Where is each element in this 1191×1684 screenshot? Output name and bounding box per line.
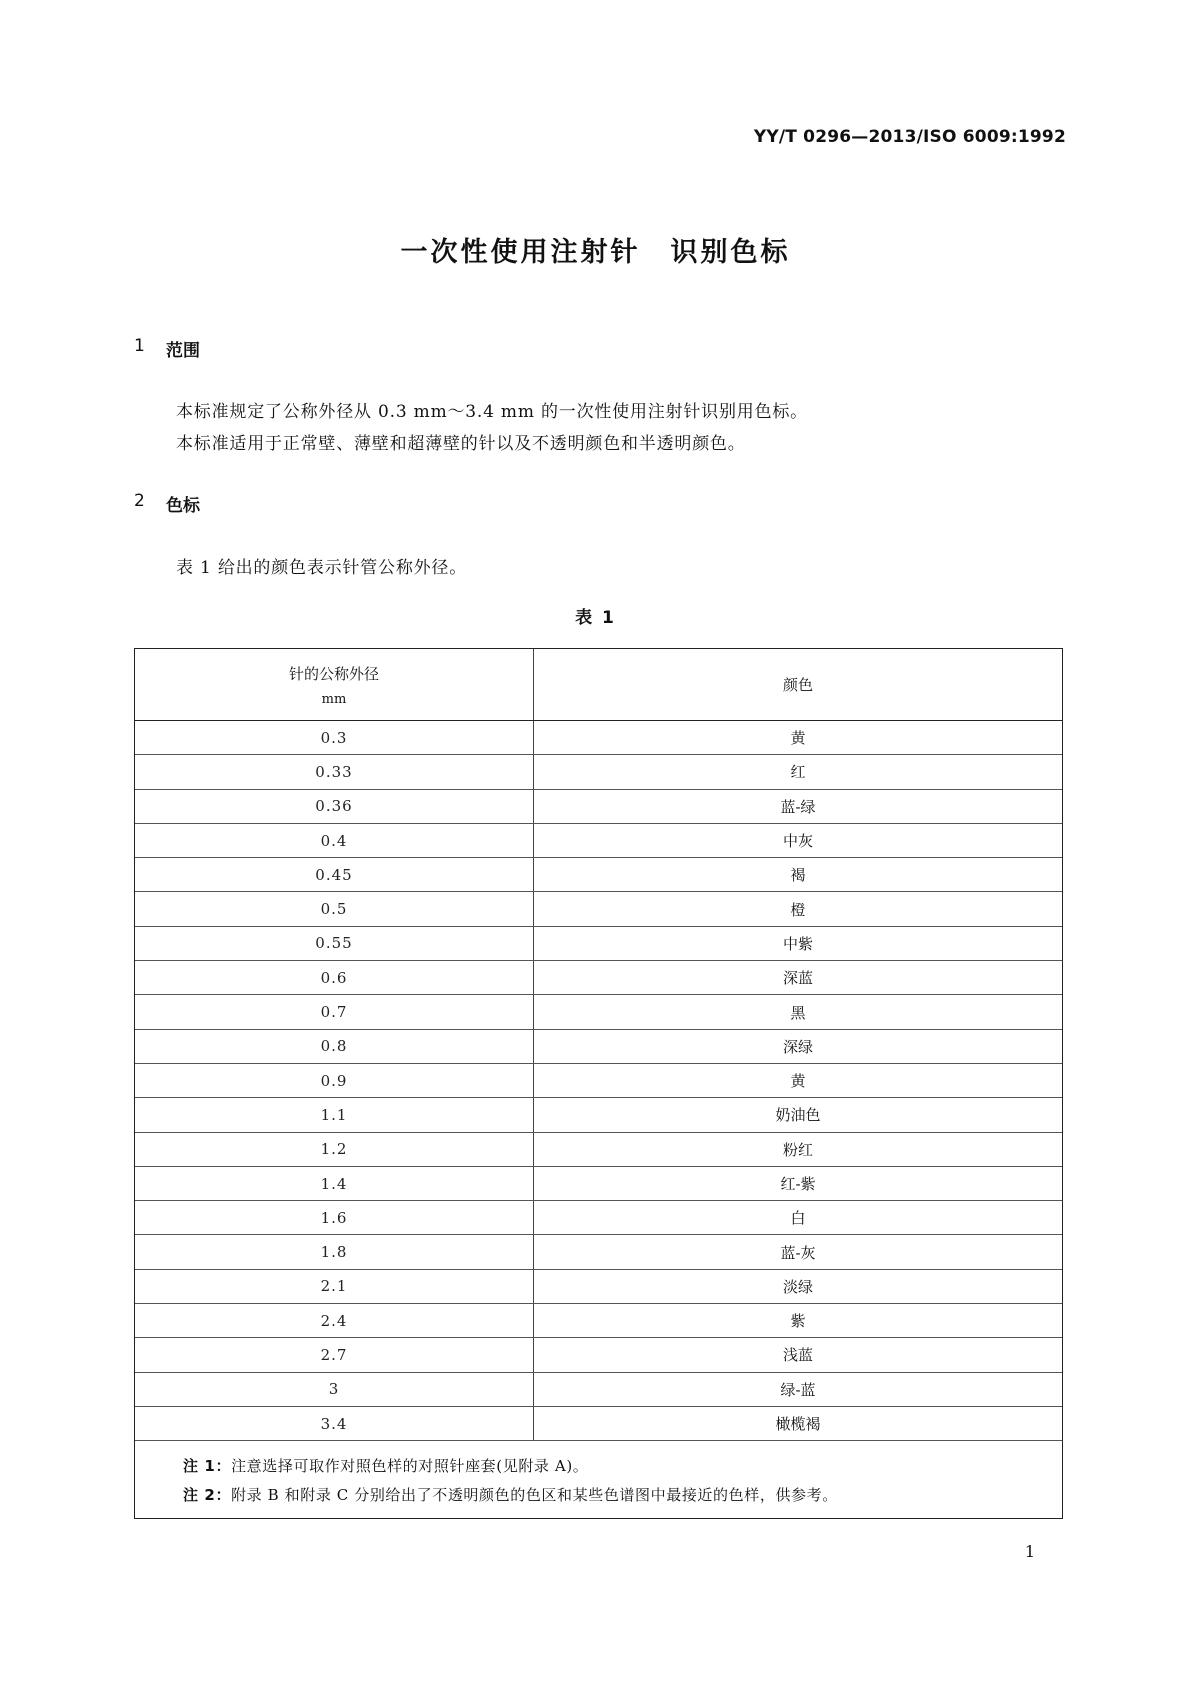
table-notes: [135, 1441, 1062, 1518]
diameter-cell: 1.8: [135, 1235, 534, 1268]
diameter-cell: 3.4: [135, 1407, 534, 1440]
diameter-cell: 0.9: [135, 1064, 534, 1097]
color-cell: 绿-蓝: [780, 1380, 816, 1399]
color-cell: 中灰: [782, 832, 813, 851]
table-row: [135, 892, 1062, 926]
header-cell-diameter: [135, 649, 534, 720]
diameter-cell: 0.8: [135, 1030, 534, 1063]
diameter-cell: 1.1: [135, 1098, 534, 1131]
table-header-row: [135, 649, 1062, 721]
section-title: 范围: [166, 341, 200, 361]
table-caption: 表 1: [575, 608, 616, 628]
table-row: [135, 755, 1062, 789]
color-cell: 橙: [790, 900, 806, 919]
color-cell: 褐: [790, 866, 806, 885]
table-note-2: [183, 1481, 1062, 1510]
table-row: [135, 961, 1062, 995]
color-cell: 奶油色: [775, 1106, 821, 1125]
color-code-table: [134, 648, 1063, 1519]
color-cell: 蓝-绿: [780, 797, 816, 816]
diameter-cell: 0.3: [135, 721, 534, 754]
table-row: [135, 1338, 1062, 1372]
table-row: [135, 1030, 1062, 1064]
header-color-label: 颜色: [782, 675, 813, 694]
scope-paragraph-1: 本标准规定了公称外径从 0.3 mm～3.4 mm 的一次性使用注射针识别用色标。: [176, 402, 808, 422]
diameter-cell: 0.7: [135, 995, 534, 1028]
color-cell: 红: [790, 763, 806, 782]
color-cell: 黄: [790, 1072, 806, 1091]
diameter-cell: 0.5: [135, 892, 534, 925]
table-row: [135, 1235, 1062, 1269]
document-title: 一次性使用注射针 识别色标: [400, 237, 791, 268]
section-number: 2: [134, 491, 145, 511]
note-text: 附录 B 和附录 C 分别给出了不透明颜色的色区和某些色谱图中最接近的色样，供参考。: [231, 1486, 838, 1505]
diameter-cell: 1.4: [135, 1167, 534, 1200]
diameter-cell: 0.6: [135, 961, 534, 994]
color-cell: 红-紫: [780, 1175, 816, 1193]
scope-paragraph-2: 本标准适用于正常壁、薄壁和超薄壁的针以及不透明颜色和半透明颜色。: [176, 434, 746, 454]
color-cell: 深绿: [782, 1037, 813, 1056]
color-cell: 浅蓝: [782, 1346, 813, 1365]
table-note-1: [183, 1452, 1062, 1481]
section-heading-color-code: [134, 491, 200, 516]
table-row: [135, 1167, 1062, 1201]
diameter-cell: 1.2: [135, 1133, 534, 1166]
note-label: 注 2：: [183, 1486, 232, 1505]
table-row: [135, 790, 1062, 824]
note-text: 注意选择可取作对照色样的对照针座套(见附录 A)。: [231, 1457, 589, 1476]
page-number: 1: [1024, 1542, 1035, 1561]
header-diameter-unit: mm: [321, 691, 347, 707]
color-cell: 橄榄褐: [775, 1415, 821, 1434]
table-row: [135, 995, 1062, 1029]
color-cell: 黑: [790, 1003, 806, 1022]
table-row: [135, 824, 1062, 858]
color-cell: 黄: [790, 729, 806, 748]
table-row: [135, 1270, 1062, 1304]
table-row: [135, 858, 1062, 892]
table-row: [135, 1201, 1062, 1235]
header-diameter-label: 针的公称外径: [288, 664, 379, 683]
diameter-cell: 1.6: [135, 1201, 534, 1234]
table-row: [135, 1373, 1062, 1407]
diameter-cell: 2.1: [135, 1270, 534, 1303]
section-number: 1: [134, 336, 145, 356]
standard-code: YY/T 0296—2013/ISO 6009:1992: [753, 127, 1066, 147]
diameter-cell: 3: [135, 1373, 534, 1406]
diameter-cell: 0.4: [135, 824, 534, 857]
diameter-cell: 0.55: [135, 927, 534, 960]
table-row: [135, 1064, 1062, 1098]
header-cell-color: [534, 649, 1062, 720]
color-cell: 白: [790, 1209, 806, 1228]
table-row: [135, 927, 1062, 961]
section-heading-scope: [134, 336, 200, 361]
color-cell: 蓝-灰: [780, 1243, 816, 1262]
diameter-cell: 2.7: [135, 1338, 534, 1371]
color-cell: 粉红: [782, 1140, 813, 1159]
color-cell: 紫: [790, 1312, 806, 1331]
diameter-cell: 0.33: [135, 755, 534, 788]
diameter-cell: 0.36: [135, 790, 534, 823]
table-row: [135, 1133, 1062, 1167]
color-cell: 中紫: [782, 934, 813, 953]
table-row: [135, 1407, 1062, 1441]
diameter-cell: 0.45: [135, 858, 534, 891]
color-cell: 淡绿: [782, 1277, 813, 1296]
table-row: [135, 721, 1062, 755]
note-label: 注 1：: [183, 1457, 232, 1476]
color-code-paragraph: 表 1 给出的颜色表示针管公称外径。: [176, 558, 468, 578]
table-row: [135, 1304, 1062, 1338]
color-cell: 深蓝: [782, 969, 813, 988]
section-title: 色标: [166, 496, 200, 516]
table-row: [135, 1098, 1062, 1132]
diameter-cell: 2.4: [135, 1304, 534, 1337]
